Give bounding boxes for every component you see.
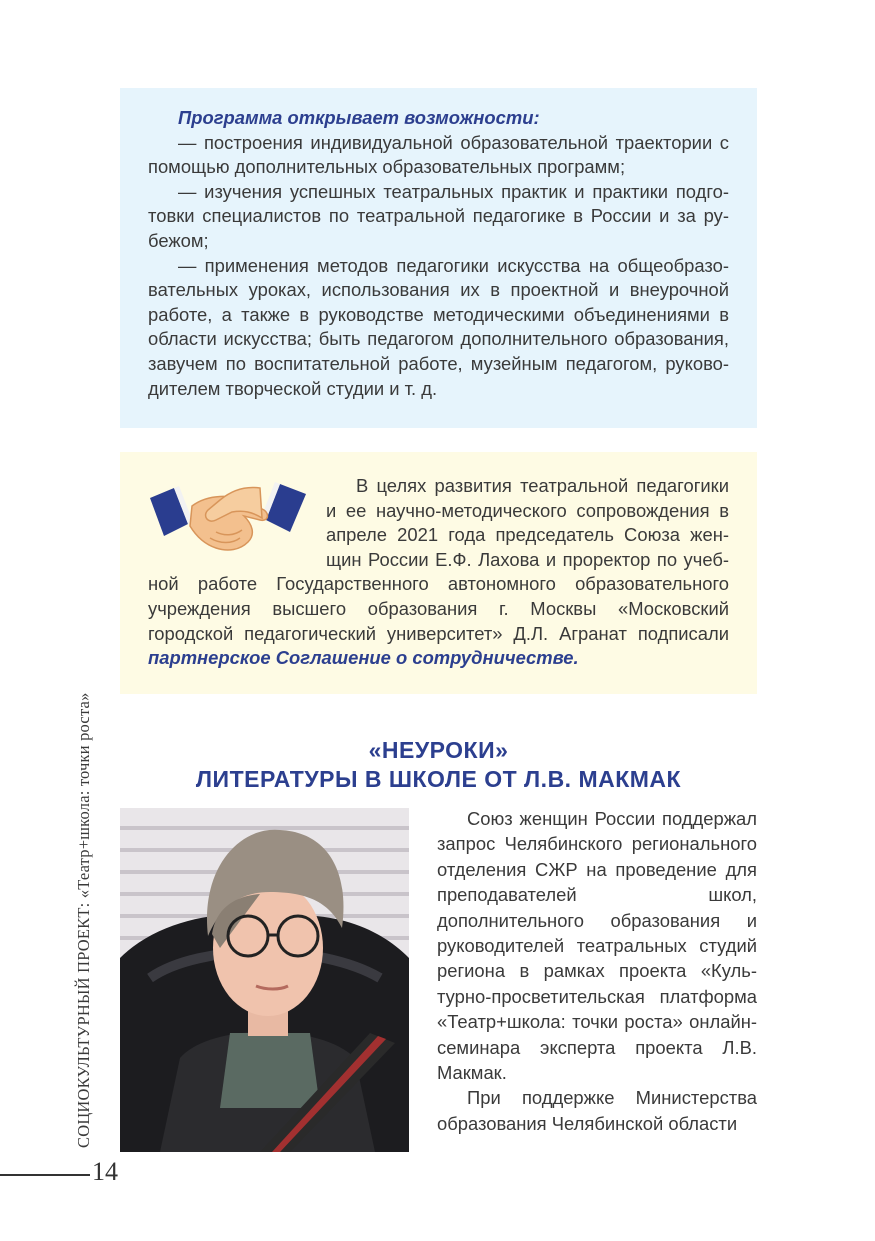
article-paragraph-2: При поддержке Министерства образования Челябинской области <box>437 1087 757 1134</box>
program-item-3: — применения методов педагогики искусства на общеобразовательных уроках, использования их в проектной и внеурочной работе, а также в руководстве методическими объединениями в области искусства; быть педагогом дополнительного образования, завучем по воспитательной работе, музейным педагогом, руководителем творческой студии и т. д. <box>148 254 729 399</box>
program-lead: Программа открывает возможности: <box>178 107 540 128</box>
portrait-photo <box>120 808 409 1152</box>
program-item-2: — изучения успешных театральных практик и практики подготовки специалистов по театральной педагогике в России и за рубежом; <box>148 180 729 251</box>
program-item-1: — построения индивидуальной образовательной траектории с помощью дополнительных образовательных программ; <box>148 131 729 178</box>
agreement-box <box>120 452 757 694</box>
section-title-line-2: ЛИТЕРАТУРЫ В ШКОЛЕ ОТ Л.В. МАКМАК <box>195 766 682 792</box>
agreement-highlight: партнерское Соглашение о сотрудничестве. <box>148 647 579 669</box>
section-title <box>120 736 757 794</box>
article-text <box>437 806 757 1136</box>
section-title-line-1: «НЕУРОКИ» <box>368 737 509 763</box>
agreement-text: В целях развития театральной педагогики и ее научно-методического сопровождения в апреле 2021 года председатель Союза женщин России Е.Ф. Лахова и проректор по учебной работе Государственного автономного образовательного учреждения высшего образования г. Москвы «Московский городской педагогический университет» Д.Л. Агранат подписали <box>148 475 729 644</box>
page-number: 14 <box>92 1157 118 1186</box>
running-title: СОЦИОКУЛЬТУРНЫЙ ПРОЕКТ: «Театр+школа: точки роста» <box>74 692 93 1148</box>
article-paragraph-1: Союз женщин России поддержал запрос Челябинского регионального отделения СЖР на проведение для преподавателей школ, дополнительного образования и руководителей театральных студий региона в рамках проекта «Культурно-просветительская платформа «Театр+школа: точки роста» онлайн-семинара эксперта проекта Л.В. Макмак. <box>437 808 757 1084</box>
portrait-image <box>120 808 409 1152</box>
page-rule <box>0 1174 90 1176</box>
program-box <box>120 88 757 428</box>
handshake-icon <box>148 480 308 562</box>
